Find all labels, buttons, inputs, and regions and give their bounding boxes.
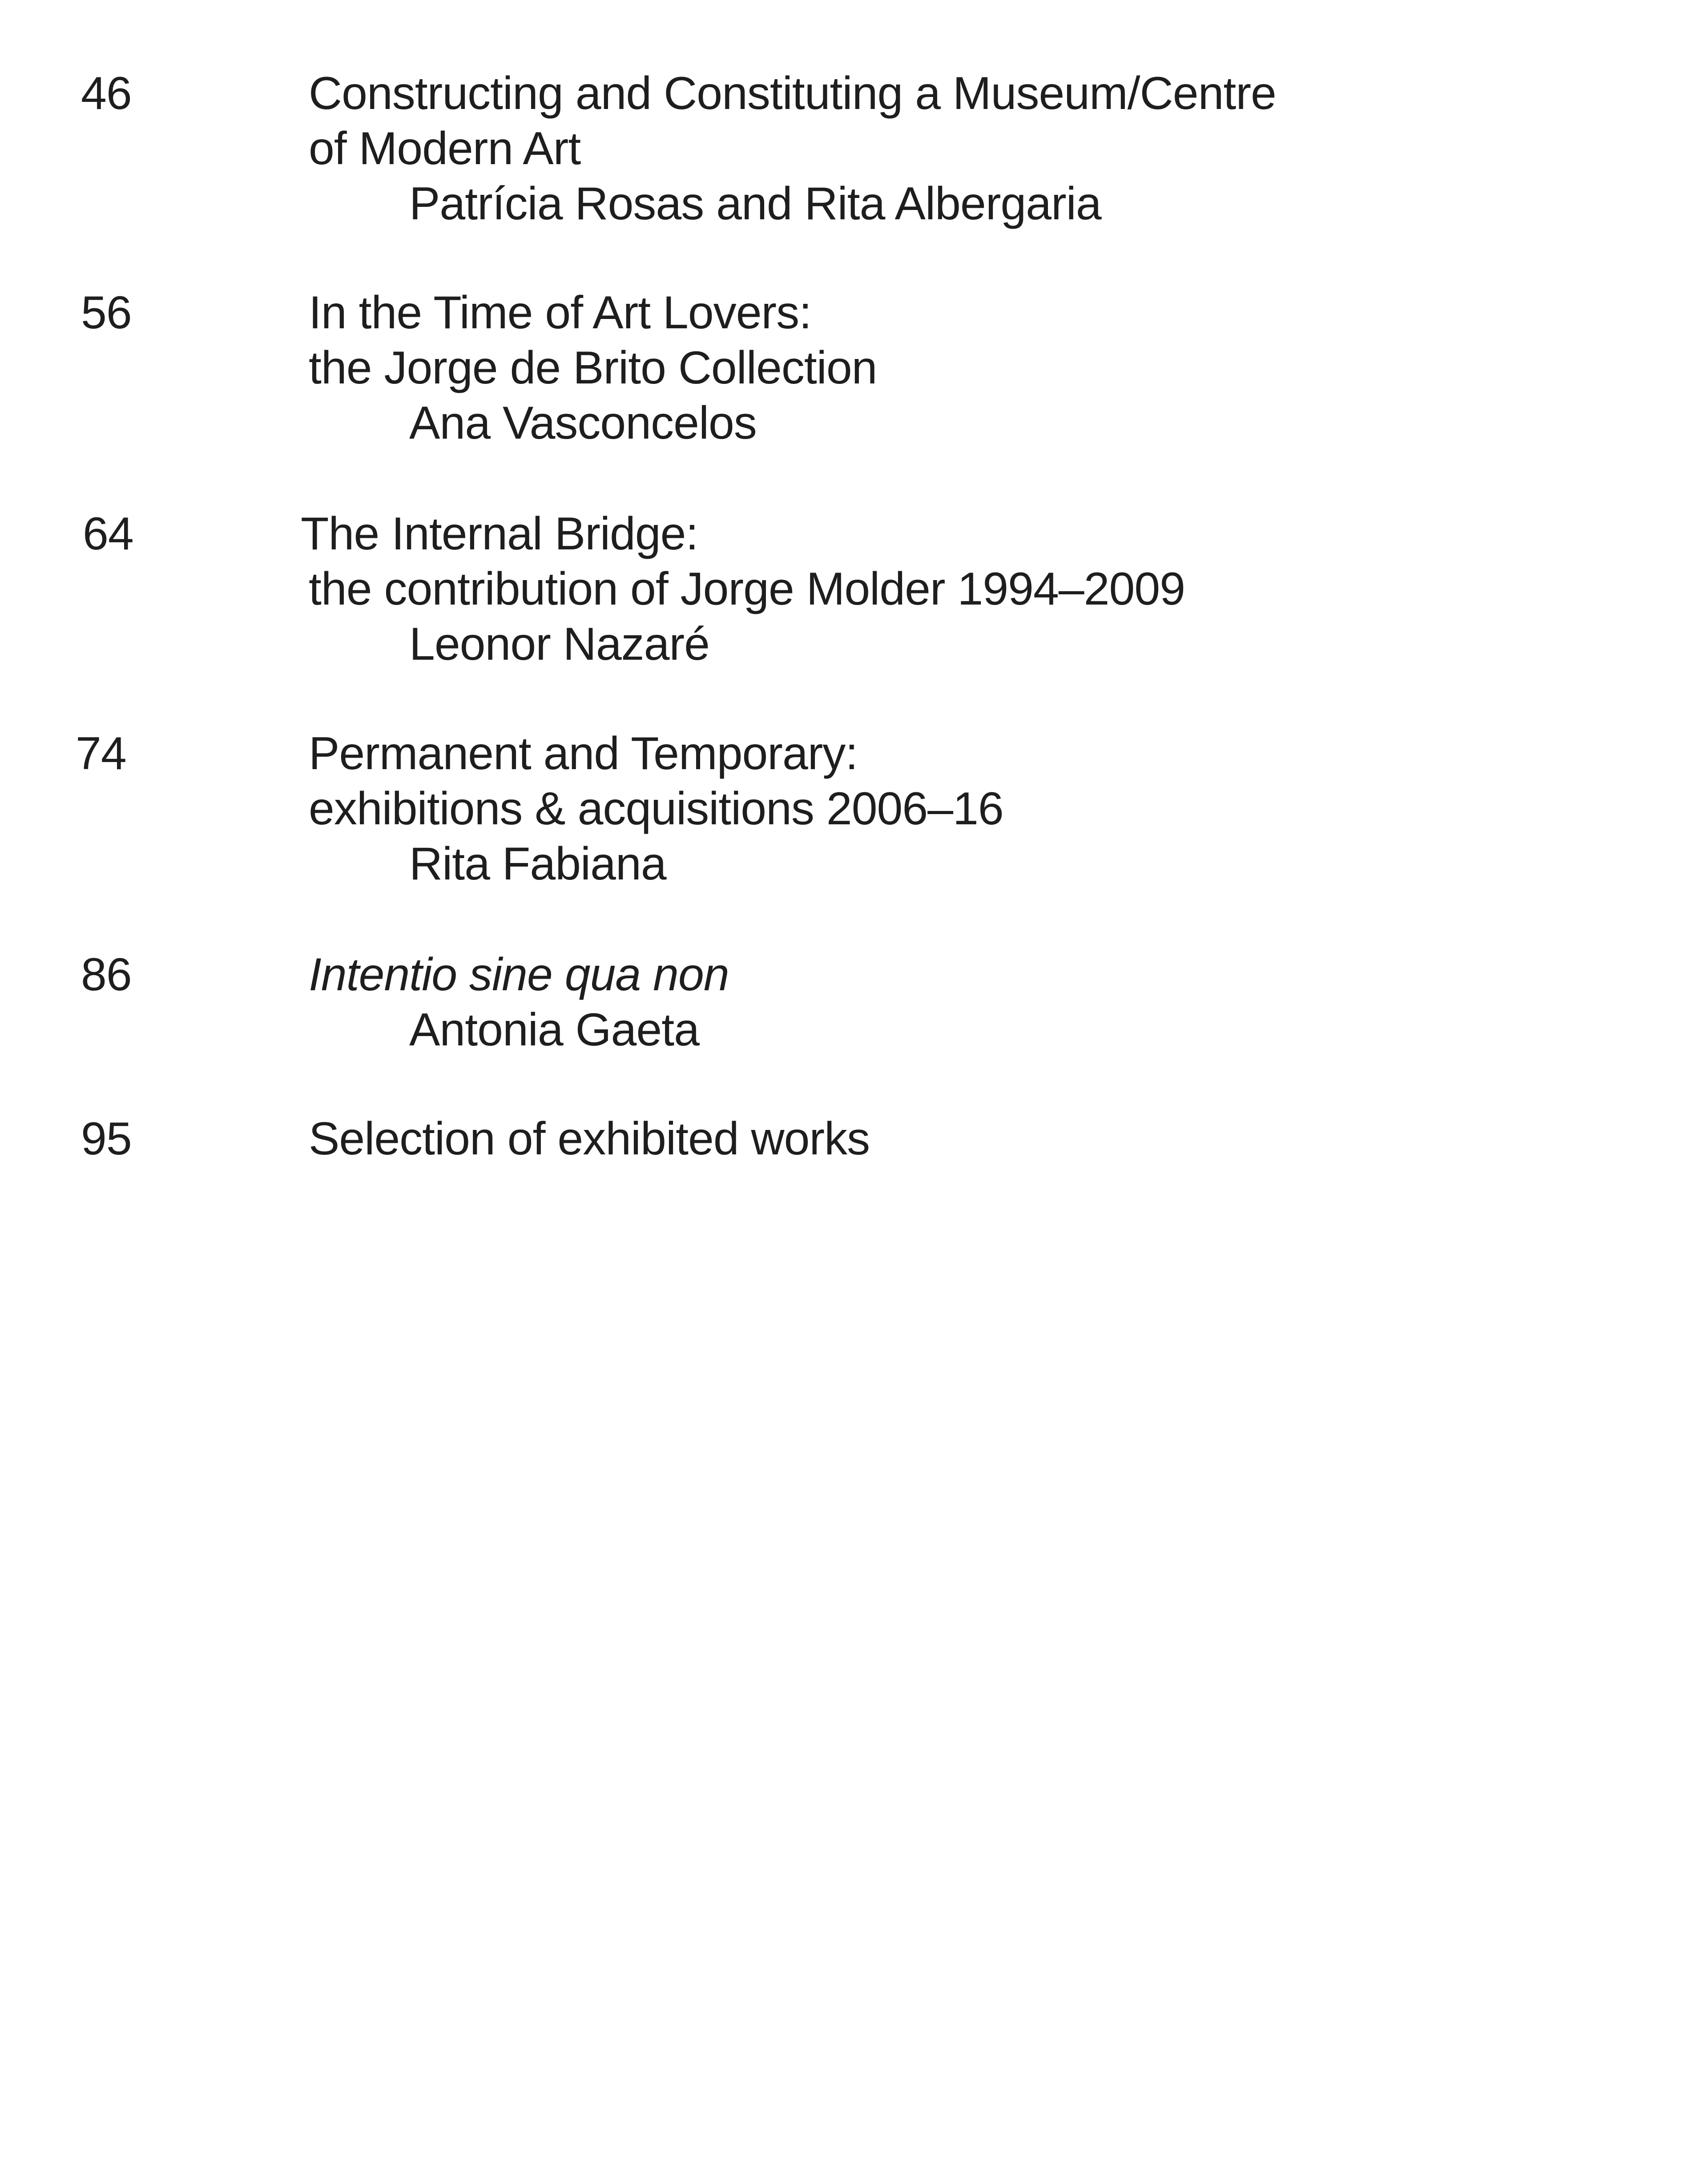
toc-entry-text [309,726,1003,891]
toc-title-line: Constructing and Constituting a Museum/Centre [309,68,1276,119]
toc-author: Leonor Nazaré [409,618,709,670]
toc-author: Rita Fabiana [409,838,666,890]
toc-title-line: Selection of exhibited works [309,1113,870,1165]
toc-entry-text [309,947,729,1057]
toc-page-number: 46 [81,68,132,119]
toc-entry-text [309,1111,870,1166]
toc-title-line: Intentio sine qua non [309,949,729,1000]
toc-title-line: the contribution of Jorge Molder 1994–2009 [309,563,1185,615]
toc-author: Antonia Gaeta [409,1004,699,1056]
toc-page-number: 64 [83,508,133,560]
toc-title-line: The Internal Bridge: [301,508,698,560]
toc-author: Ana Vasconcelos [409,397,757,449]
toc-page-number: 56 [81,287,132,339]
toc-page-number: 74 [76,728,126,779]
toc-title-line: of Modern Art [309,123,581,174]
toc-title-line: Permanent and Temporary: [309,728,858,779]
toc-page-number: 86 [81,949,132,1000]
toc-entry-text [301,506,1185,672]
toc-entry-text [309,285,877,451]
toc-author: Patrícia Rosas and Rita Albergaria [409,178,1101,230]
toc-entry-text [309,66,1276,231]
toc-title-line: the Jorge de Brito Collection [309,342,877,394]
toc-page-number: 95 [81,1113,132,1165]
toc-title-line: exhibitions & acquisitions 2006–16 [309,783,1003,835]
toc-title-line: In the Time of Art Lovers: [309,287,812,339]
